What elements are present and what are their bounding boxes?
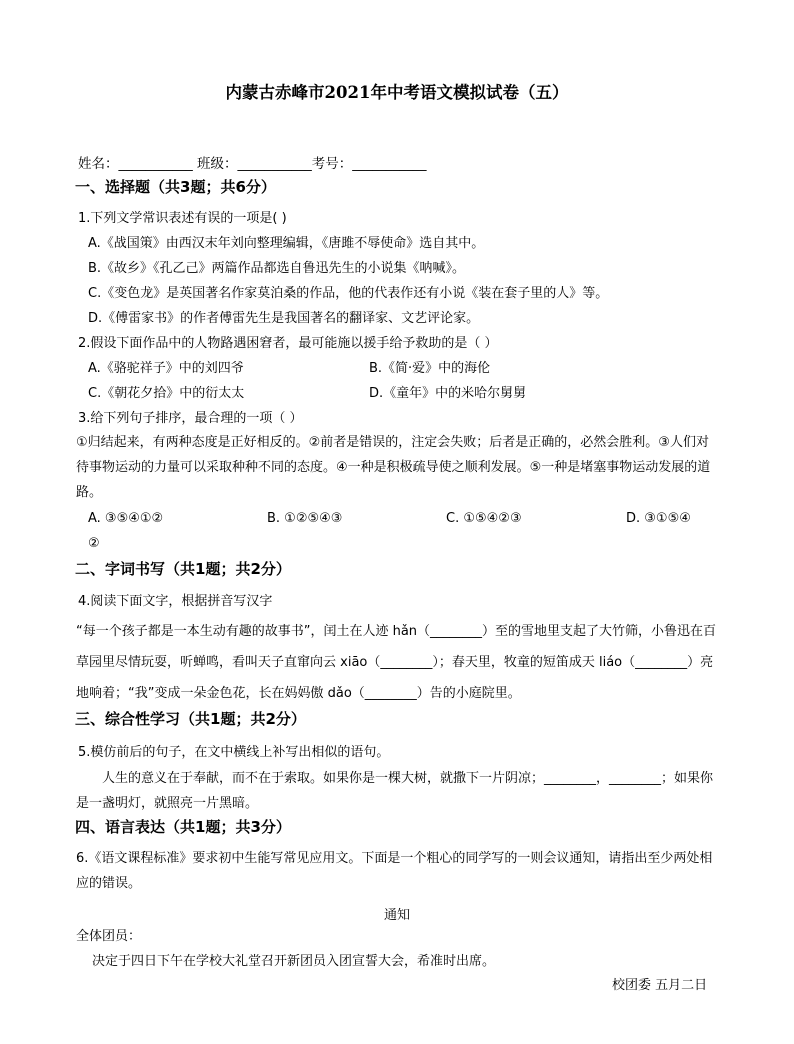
- q4-passage: “每一个孩子都是一本生动有趣的故事书”，闰土在人迹 hǎn（________）至的雪地里支起了大竹筛，小鲁迅在百草园里尽情玩耍，听蝉鸣，看叫天子直窜向云 xiāo（________）；春天里，牧童的短笛成天 liáo（________）亮地响着；“我”变成一朵金色花，长在妈妈傲 dǎo（________）告的小庭院里。: [76, 624, 717, 701]
- notice-body: 决定于四日下午在学校大礼堂召开新团员入团宣誓大会，希准时出席。: [92, 954, 496, 969]
- student-info-line: 姓名：___________ 班级：___________考号：___________: [78, 156, 427, 172]
- q3-passage: ①归结起来，有两种态度是正好相反的。②前者是错误的，注定会失败；后者是正确的，必然会胜利。③人们对待事物运动的力量可以采取种种不同的态度。④一种是积极疏导使之顺利发展。⑤一种是堵塞事物运动发展的道路。: [76, 435, 711, 500]
- q3-option-d-wrap: ②: [88, 536, 100, 551]
- q3-option-a: A. ③⑤④①②: [88, 511, 164, 526]
- q2-option-d: D.《童年》中的米哈尔舅舅: [369, 386, 527, 401]
- q3-option-c: C. ①⑤④②③: [446, 511, 522, 526]
- notice-title: 通知: [383, 908, 410, 923]
- q4-stem: 4.阅读下面文字，根据拼音写汉字: [78, 594, 273, 609]
- q3-option-d: D. ③①⑤④: [626, 511, 691, 526]
- section-heading-2: 二、字词书写（共1题；共2分）: [75, 560, 291, 578]
- notice-signature: 校团委 五月二日: [612, 978, 708, 993]
- q5-stem: 5.模仿前后的句子，在文中横线上补写出相似的语句。: [78, 745, 390, 760]
- q1-option-d: D.《傅雷家书》的作者傅雷先生是我国著名的翻译家、文艺评论家。: [88, 311, 480, 326]
- q1-option-b: B.《故乡》《孔乙己》两篇作品都选自鲁迅先生的小说集《呐喊》。: [88, 261, 466, 276]
- page-title: 内蒙古赤峰市2021年中考语文模拟试卷（五）: [225, 83, 569, 102]
- q6-stem: 6.《语文课程标准》要求初中生能写常见应用文。下面是一个粗心的同学写的一则会议通知，请指出至少两处相应的错误。: [76, 851, 713, 891]
- q2-option-c: C.《朝花夕拾》中的衍太太: [88, 386, 245, 401]
- q3-stem: 3.给下列句子排序，最合理的一项（ ）: [78, 411, 303, 426]
- q5-passage: 人生的意义在于奉献，而不在于索取。如果你是一棵大树，就撒下一片阴凉；________，________；如果你是一盏明灯，就照亮一片黑暗。: [76, 771, 714, 811]
- q1-option-c: C.《变色龙》是英国著名作家莫泊桑的作品，他的代表作还有小说《装在套子里的人》等。: [88, 286, 609, 301]
- q1-stem: 1.下列文学常识表述有误的一项是( ): [78, 211, 287, 226]
- section-heading-4: 四、语言表达（共1题；共3分）: [75, 818, 291, 836]
- q2-option-a: A.《骆驼祥子》中的刘四爷: [88, 361, 244, 376]
- q2-option-b: B.《简·爱》中的海伦: [369, 361, 491, 376]
- q2-stem: 2.假设下面作品中的人物路遇困窘者，最可能施以援手给予救助的是（ ）: [78, 336, 498, 351]
- section-heading-1: 一、选择题（共3题；共6分）: [75, 178, 276, 196]
- q1-option-a: A.《战国策》由西汉末年刘向整理编辑，《唐雎不辱使命》选自其中。: [88, 236, 485, 251]
- notice-salutation: 全体团员：: [76, 929, 142, 944]
- q3-option-b: B. ①②⑤④③: [267, 511, 343, 526]
- section-heading-3: 三、综合性学习（共1题；共2分）: [75, 710, 306, 728]
